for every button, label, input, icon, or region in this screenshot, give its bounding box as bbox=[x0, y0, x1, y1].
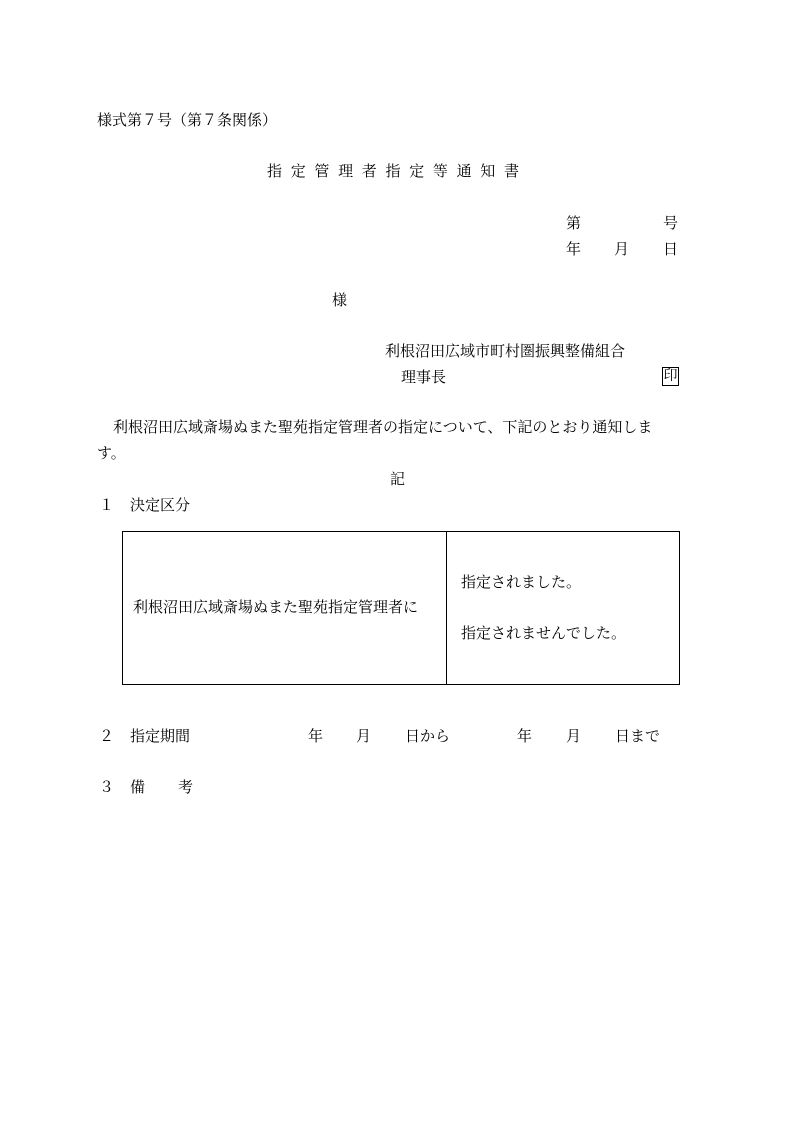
period-to-month: 月 bbox=[566, 727, 582, 745]
period-from-year: 年 bbox=[308, 727, 324, 745]
sender-organization: 利根沼田広域市町村圏振興整備組合 bbox=[385, 342, 626, 360]
date-month: 月 bbox=[614, 240, 630, 258]
option-designated: 指定されました。 bbox=[461, 573, 582, 591]
section-1-number: １ bbox=[99, 496, 115, 514]
date-day: 日 bbox=[663, 240, 679, 258]
addressee-sama: 様 bbox=[332, 291, 348, 309]
sender-title: 理事長 bbox=[401, 368, 447, 386]
seal-stamp: 印 bbox=[663, 368, 678, 384]
doc-number-dai: 第 bbox=[566, 214, 582, 232]
body-line-2: す。 bbox=[97, 444, 126, 462]
decision-subject: 利根沼田広域斎場ぬまた聖苑指定管理者に bbox=[133, 598, 419, 616]
period-to-year: 年 bbox=[517, 727, 533, 745]
doc-number-go: 号 bbox=[663, 214, 679, 232]
form-number: 様式第７号（第７条関係） bbox=[97, 111, 278, 129]
date-year: 年 bbox=[566, 240, 582, 258]
body-line-1: 利根沼田広域斎場ぬまた聖苑指定管理者の指定について、下記のとおり通知しま bbox=[113, 418, 653, 436]
period-to-day: 日まで bbox=[615, 727, 661, 745]
section-2-label: 指定期間 bbox=[130, 727, 191, 745]
period-from-month: 月 bbox=[356, 727, 372, 745]
section-1-label: 決定区分 bbox=[130, 496, 191, 514]
section-3-number: ３ bbox=[99, 778, 115, 796]
option-not-designated: 指定されませんでした。 bbox=[461, 624, 627, 642]
ki-heading: 記 bbox=[390, 470, 406, 488]
table-divider bbox=[446, 532, 447, 684]
period-from-day: 日から bbox=[405, 727, 451, 745]
section-3-label-2: 考 bbox=[178, 778, 194, 796]
document-title: 指定管理者指定等通知書 bbox=[267, 162, 528, 180]
section-3-label-1: 備 bbox=[130, 778, 146, 796]
decision-table bbox=[122, 531, 680, 685]
section-2-number: ２ bbox=[99, 727, 115, 745]
